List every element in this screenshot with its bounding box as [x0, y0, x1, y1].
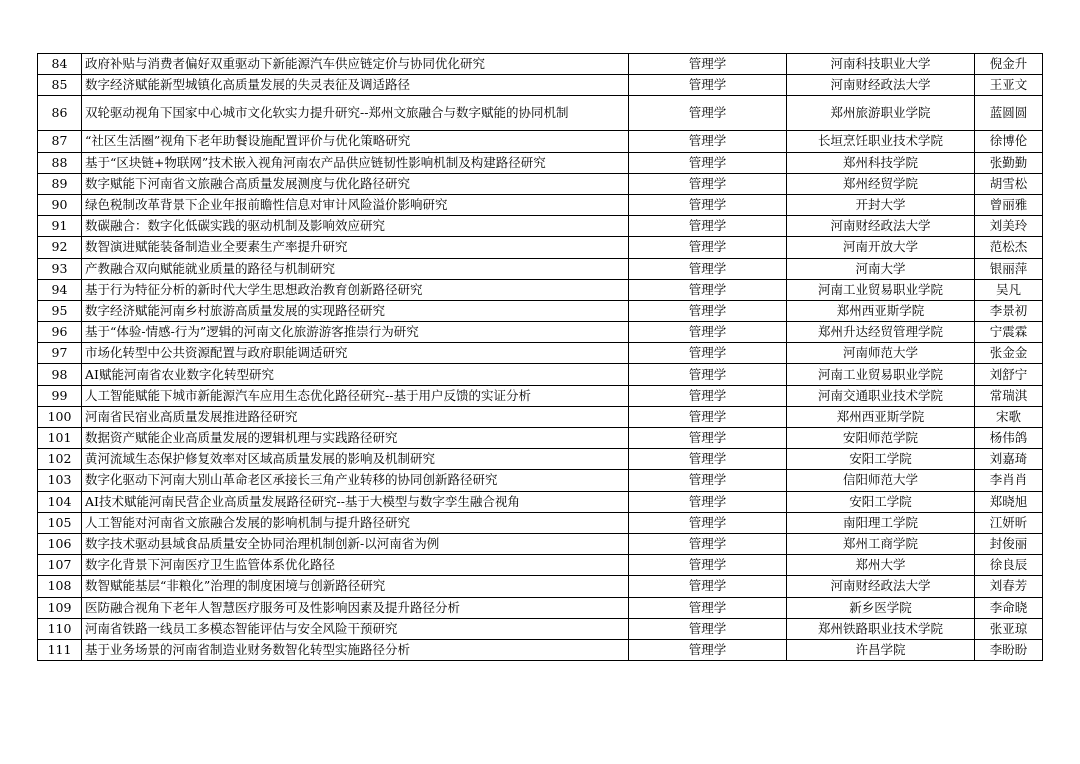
table-row	[38, 216, 1043, 237]
project-title: 数字化背景下河南医疗卫生监管体系优化路径	[82, 555, 629, 576]
institution-name: 郑州西亚斯学院	[787, 300, 975, 321]
row-number: 104	[38, 491, 82, 512]
subject-category: 管理学	[629, 618, 787, 639]
table-row	[38, 533, 1043, 554]
project-title: 基于业务场景的河南省制造业财务数智化转型实施路径分析	[82, 639, 629, 660]
row-number: 97	[38, 343, 82, 364]
subject-category: 管理学	[629, 152, 787, 173]
institution-name: 河南开放大学	[787, 237, 975, 258]
row-number: 94	[38, 279, 82, 300]
person-name: 徐良辰	[975, 555, 1043, 576]
project-title: 数字经济赋能新型城镇化高质量发展的失灵表征及调适路径	[82, 75, 629, 96]
row-number: 110	[38, 618, 82, 639]
row-number: 103	[38, 470, 82, 491]
row-number: 87	[38, 131, 82, 152]
table-row	[38, 385, 1043, 406]
subject-category: 管理学	[629, 173, 787, 194]
table-row	[38, 237, 1043, 258]
row-number: 91	[38, 216, 82, 237]
row-number: 99	[38, 385, 82, 406]
project-table	[37, 53, 1043, 661]
project-title: 产教融合双向赋能就业质量的路径与机制研究	[82, 258, 629, 279]
subject-category: 管理学	[629, 491, 787, 512]
project-title: 数据资产赋能企业高质量发展的逻辑机理与实践路径研究	[82, 428, 629, 449]
institution-name: 郑州经贸学院	[787, 173, 975, 194]
row-number: 96	[38, 322, 82, 343]
subject-category: 管理学	[629, 75, 787, 96]
subject-category: 管理学	[629, 131, 787, 152]
row-number: 98	[38, 364, 82, 385]
institution-name: 开封大学	[787, 194, 975, 215]
row-number: 84	[38, 54, 82, 75]
person-name: 蓝圆圆	[975, 96, 1043, 131]
subject-category: 管理学	[629, 449, 787, 470]
row-number: 107	[38, 555, 82, 576]
row-number: 106	[38, 533, 82, 554]
subject-category: 管理学	[629, 428, 787, 449]
person-name: 常瑞淇	[975, 385, 1043, 406]
subject-category: 管理学	[629, 597, 787, 618]
table-row	[38, 406, 1043, 427]
subject-category: 管理学	[629, 54, 787, 75]
person-name: 宁震霖	[975, 322, 1043, 343]
person-name: 封俊丽	[975, 533, 1043, 554]
person-name: 范松杰	[975, 237, 1043, 258]
table-row	[38, 300, 1043, 321]
table-row	[38, 512, 1043, 533]
table-row	[38, 75, 1043, 96]
project-title: 黄河流域生态保护修复效率对区域高质量发展的影响及机制研究	[82, 449, 629, 470]
table-row	[38, 449, 1043, 470]
subject-category: 管理学	[629, 237, 787, 258]
institution-name: 安阳工学院	[787, 491, 975, 512]
project-title: 数字经济赋能河南乡村旅游高质量发展的实现路径研究	[82, 300, 629, 321]
row-number: 101	[38, 428, 82, 449]
subject-category: 管理学	[629, 470, 787, 491]
table-row	[38, 258, 1043, 279]
project-title: 市场化转型中公共资源配置与政府职能调适研究	[82, 343, 629, 364]
project-title: 数智赋能基层“非粮化”治理的制度困境与创新路径研究	[82, 576, 629, 597]
project-title: 数智演进赋能装备制造业全要素生产率提升研究	[82, 237, 629, 258]
institution-name: 河南财经政法大学	[787, 216, 975, 237]
person-name: 郑晓旭	[975, 491, 1043, 512]
subject-category: 管理学	[629, 576, 787, 597]
row-number: 92	[38, 237, 82, 258]
project-title: 基于“体验-情感-行为”逻辑的河南文化旅游游客推崇行为研究	[82, 322, 629, 343]
project-title: 医防融合视角下老年人智慧医疗服务可及性影响因素及提升路径分析	[82, 597, 629, 618]
institution-name: 郑州升达经贸管理学院	[787, 322, 975, 343]
subject-category: 管理学	[629, 639, 787, 660]
table-row	[38, 639, 1043, 660]
subject-category: 管理学	[629, 322, 787, 343]
table-row	[38, 576, 1043, 597]
table-row	[38, 96, 1043, 131]
person-name: 曾丽雅	[975, 194, 1043, 215]
project-title: 河南省铁路一线员工多模态智能评估与安全风险干预研究	[82, 618, 629, 639]
subject-category: 管理学	[629, 279, 787, 300]
institution-name: 安阳工学院	[787, 449, 975, 470]
project-title: 数字化驱动下河南大别山革命老区承接长三角产业转移的协同创新路径研究	[82, 470, 629, 491]
table-row	[38, 491, 1043, 512]
table-row	[38, 322, 1043, 343]
person-name: 王亚文	[975, 75, 1043, 96]
table-row	[38, 364, 1043, 385]
table-row	[38, 618, 1043, 639]
subject-category: 管理学	[629, 194, 787, 215]
row-number: 100	[38, 406, 82, 427]
subject-category: 管理学	[629, 533, 787, 554]
project-title: 基于“区块链+物联网”技术嵌入视角河南农产品供应链韧性影响机制及构建路径研究	[82, 152, 629, 173]
institution-name: 河南大学	[787, 258, 975, 279]
table-row	[38, 428, 1043, 449]
person-name: 张亚琼	[975, 618, 1043, 639]
project-title: 基于行为特征分析的新时代大学生思想政治教育创新路径研究	[82, 279, 629, 300]
table-row	[38, 470, 1043, 491]
subject-category: 管理学	[629, 555, 787, 576]
table-body	[38, 54, 1043, 661]
row-number: 102	[38, 449, 82, 470]
project-title: 绿色税制改革背景下企业年报前瞻性信息对审计风险溢价影响研究	[82, 194, 629, 215]
institution-name: 长垣烹饪职业技术学院	[787, 131, 975, 152]
institution-name: 河南工业贸易职业学院	[787, 279, 975, 300]
project-title: AI技术赋能河南民营企业高质量发展路径研究--基于大模型与数字孪生融合视角	[82, 491, 629, 512]
person-name: 宋歌	[975, 406, 1043, 427]
person-name: 倪金升	[975, 54, 1043, 75]
institution-name: 河南师范大学	[787, 343, 975, 364]
subject-category: 管理学	[629, 512, 787, 533]
person-name: 李盼盼	[975, 639, 1043, 660]
subject-category: 管理学	[629, 96, 787, 131]
institution-name: 河南科技职业大学	[787, 54, 975, 75]
person-name: 江妍昕	[975, 512, 1043, 533]
row-number: 109	[38, 597, 82, 618]
institution-name: 河南财经政法大学	[787, 576, 975, 597]
person-name: 胡雪松	[975, 173, 1043, 194]
person-name: 刘嘉琦	[975, 449, 1043, 470]
subject-category: 管理学	[629, 406, 787, 427]
table-row	[38, 152, 1043, 173]
subject-category: 管理学	[629, 385, 787, 406]
institution-name: 河南交通职业技术学院	[787, 385, 975, 406]
institution-name: 河南工业贸易职业学院	[787, 364, 975, 385]
person-name: 张金金	[975, 343, 1043, 364]
row-number: 95	[38, 300, 82, 321]
project-title: 数字赋能下河南省文旅融合高质量发展测度与优化路径研究	[82, 173, 629, 194]
project-title: 人工智能对河南省文旅融合发展的影响机制与提升路径研究	[82, 512, 629, 533]
row-number: 108	[38, 576, 82, 597]
subject-category: 管理学	[629, 258, 787, 279]
person-name: 李命晓	[975, 597, 1043, 618]
person-name: 徐博伦	[975, 131, 1043, 152]
institution-name: 安阳师范学院	[787, 428, 975, 449]
subject-category: 管理学	[629, 216, 787, 237]
institution-name: 河南财经政法大学	[787, 75, 975, 96]
person-name: 银丽萍	[975, 258, 1043, 279]
row-number: 111	[38, 639, 82, 660]
table-row	[38, 173, 1043, 194]
institution-name: 郑州旅游职业学院	[787, 96, 975, 131]
row-number: 93	[38, 258, 82, 279]
table-row	[38, 279, 1043, 300]
subject-category: 管理学	[629, 343, 787, 364]
person-name: 杨伟鸽	[975, 428, 1043, 449]
row-number: 90	[38, 194, 82, 215]
institution-name: 郑州科技学院	[787, 152, 975, 173]
project-title: 数字技术驱动县域食品质量安全协同治理机制创新-以河南省为例	[82, 533, 629, 554]
project-title: 人工智能赋能下城市新能源汽车应用生态优化路径研究--基于用户反馈的实证分析	[82, 385, 629, 406]
institution-name: 信阳师范大学	[787, 470, 975, 491]
table-row	[38, 555, 1043, 576]
subject-category: 管理学	[629, 364, 787, 385]
table-row	[38, 343, 1043, 364]
project-title: 双轮驱动视角下国家中心城市文化软实力提升研究--郑州文旅融合与数字赋能的协同机制	[82, 96, 629, 131]
table-row	[38, 597, 1043, 618]
institution-name: 许昌学院	[787, 639, 975, 660]
project-title: 政府补贴与消费者偏好双重驱动下新能源汽车供应链定价与协同优化研究	[82, 54, 629, 75]
institution-name: 南阳理工学院	[787, 512, 975, 533]
institution-name: 新乡医学院	[787, 597, 975, 618]
person-name: 刘春芳	[975, 576, 1043, 597]
project-title: AI赋能河南省农业数字化转型研究	[82, 364, 629, 385]
person-name: 刘舒宁	[975, 364, 1043, 385]
row-number: 105	[38, 512, 82, 533]
institution-name: 郑州铁路职业技术学院	[787, 618, 975, 639]
subject-category: 管理学	[629, 300, 787, 321]
person-name: 张勤勤	[975, 152, 1043, 173]
table-row	[38, 131, 1043, 152]
person-name: 李肖肖	[975, 470, 1043, 491]
row-number: 86	[38, 96, 82, 131]
project-title: 河南省民宿业高质量发展推进路径研究	[82, 406, 629, 427]
institution-name: 郑州工商学院	[787, 533, 975, 554]
person-name: 李景初	[975, 300, 1043, 321]
project-title: “社区生活圈”视角下老年助餐设施配置评价与优化策略研究	[82, 131, 629, 152]
row-number: 88	[38, 152, 82, 173]
person-name: 吴凡	[975, 279, 1043, 300]
table-row	[38, 54, 1043, 75]
person-name: 刘美玲	[975, 216, 1043, 237]
row-number: 85	[38, 75, 82, 96]
institution-name: 郑州西亚斯学院	[787, 406, 975, 427]
table-row	[38, 194, 1043, 215]
institution-name: 郑州大学	[787, 555, 975, 576]
row-number: 89	[38, 173, 82, 194]
project-title: 数碳融合：数字化低碳实践的驱动机制及影响效应研究	[82, 216, 629, 237]
